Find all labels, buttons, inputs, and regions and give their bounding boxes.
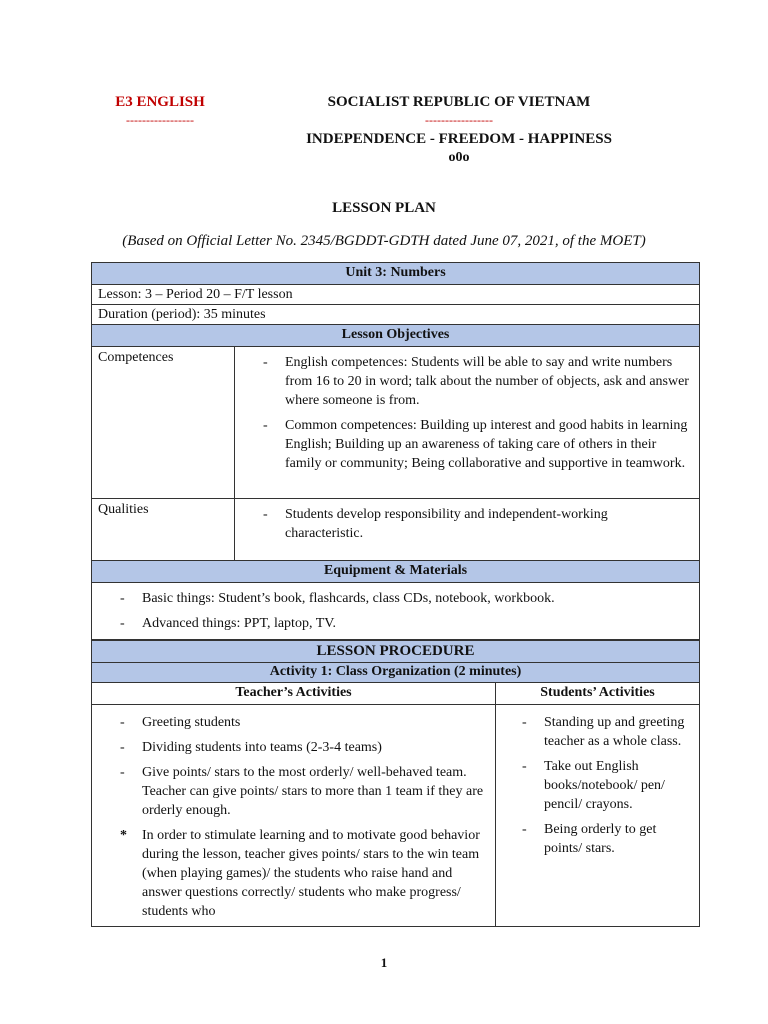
doc-basis: (Based on Official Letter No. 2345/BGDDT-GDTH dated June 07, 2021, of the MOET) [122, 233, 646, 249]
equipment-header: Equipment & Materials [92, 561, 699, 583]
qualities-row [92, 499, 699, 561]
competences-list [263, 353, 689, 473]
activity-body [92, 705, 699, 926]
competences-label: Competences [92, 347, 235, 498]
student-item: - Standing up and greeting teacher as a whole class. [522, 713, 691, 751]
country-name: SOCIALIST REPUBLIC OF VIETNAM [327, 94, 591, 110]
competence-item: - English competences: Students will be able to say and write numbers from 16 to 20 in word; talk about the number of objects, ask and answer where someone is from. [263, 353, 689, 410]
org-header [90, 94, 230, 128]
column-headers [92, 683, 699, 705]
teacher-item: - Greeting students [120, 713, 487, 732]
teacher-item: - Give points/ stars to the most orderly/ well-behaved team. Teacher can give points/ stars to more than 1 team if they are orderly enough. [120, 763, 487, 820]
procedure-header: LESSON PROCEDURE [92, 641, 699, 663]
org-name: E3 ENGLISH [115, 94, 205, 110]
unit-title: Unit 3: Numbers [92, 263, 699, 285]
duration-line: Duration (period): 35 minutes [92, 305, 699, 325]
students-col-header: Students’ Activities [540, 685, 655, 700]
page-number: 1 [380, 955, 388, 970]
equipment-item: - Advanced things: PPT, laptop, TV. [120, 614, 689, 633]
country-rule: ----------------- [425, 113, 493, 127]
teacher-activities [120, 713, 487, 921]
activity-header: Activity 1: Class Organization (2 minutes) [92, 663, 699, 683]
qualities-label: Qualities [92, 499, 235, 560]
doc-title: LESSON PLAN [332, 200, 436, 216]
lesson-info-table [91, 262, 700, 640]
student-item: - Take out English books/notebook/ pen/ pencil/ crayons. [522, 757, 691, 814]
competence-item: - Common competences: Building up interest and good habits in learning English; Building up an awareness of taking care of others in their family or community; Being collaborative and supportive in teamwork. [263, 416, 689, 473]
equipment-list [120, 589, 689, 633]
competences-row [92, 347, 699, 499]
procedure-table [91, 640, 700, 927]
teacher-item: - Dividing students into teams (2-3-4 teams) [120, 738, 487, 757]
org-rule: ----------------- [126, 113, 194, 127]
national-header [258, 94, 660, 166]
objectives-header: Lesson Objectives [92, 325, 699, 347]
equipment-item: - Basic things: Student’s book, flashcards, class CDs, notebook, workbook. [120, 589, 689, 608]
national-motto: INDEPENDENCE - FREEDOM - HAPPINESS [306, 131, 612, 147]
quality-item: - Students develop responsibility and independent-working characteristic. [263, 505, 689, 543]
lesson-line: Lesson: 3 – Period 20 – F/T lesson [92, 285, 699, 305]
teacher-item: * In order to stimulate learning and to motivate good behavior during the lesson, teacher gives points/ stars to the win team (when playing games)/ the students who raise hand and answer questions correctly/ students who make progress/ students who [120, 826, 487, 921]
motto-symbol: o0o [448, 150, 470, 165]
qualities-list [263, 505, 689, 543]
teacher-col-header: Teacher’s Activities [92, 683, 496, 704]
equipment-row [92, 583, 699, 639]
student-activities [522, 713, 691, 858]
student-item: - Being orderly to get points/ stars. [522, 820, 691, 858]
